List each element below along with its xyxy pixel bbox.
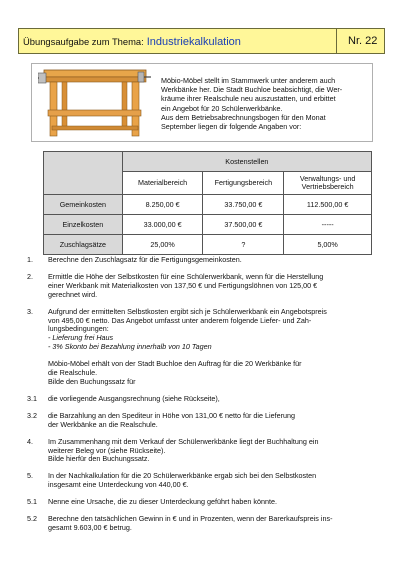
intro-line: ein Angebot für 20 Schülerwerkbänke. (161, 103, 283, 113)
row-label: Zuschlagsätze (44, 235, 123, 255)
task-list (27, 256, 377, 541)
task-condition: - 3% Skonto bei Bezahlung innerhalb von 10 Tagen (48, 342, 212, 352)
task-line: Möbio-Möbel erhält von der Stadt Buchloe den Auftrag für die 20 Werkbänke für (48, 359, 302, 369)
task-number: 3. (27, 306, 33, 316)
task-line: Berechne den Zuschlagsatz für die Fertigungsgemeinkosten. (48, 255, 242, 264)
table-cell: ----- (284, 215, 372, 235)
column-header: Verwaltungs- und Vertriebsbereich (284, 172, 372, 195)
task-line: gesamt 9.603,00 € betrug. (48, 522, 132, 532)
task-line: Aufgrund der ermittelten Selbstkosten ergibt sich je Schülerwerkbank ein Angebotspreis (48, 306, 327, 316)
task-number: 5.2 (27, 514, 37, 524)
task-item (27, 472, 377, 490)
header-divider (336, 29, 337, 53)
task-line: von 495,00 € netto. Das Angebot umfasst unter anderem folgende Liefer- und Zah- (48, 315, 312, 325)
task-line: gerechnet wird. (48, 289, 98, 299)
task-line: Berechne den tatsächlichen Gewinn in € und in Prozenten, wenn der Barerkaufspreis ins- (48, 514, 333, 524)
intro-line: September liegen dir folgende Angaben vor: (161, 122, 302, 132)
intro-line: Werkbänke her. Die Stadt Buchloe beabsichtigt, die Wer- (161, 85, 343, 95)
task-continuation (48, 360, 377, 387)
row-label: Einzelkosten (44, 215, 123, 235)
column-header: Fertigungsbereich (203, 172, 284, 195)
task-number: 3.1 (27, 393, 37, 403)
task-line: Bilde den Buchungssatz für (48, 376, 136, 386)
table-row (44, 235, 372, 255)
column-header: Materialbereich (122, 172, 203, 195)
table-corner-cell (44, 152, 123, 195)
cost-center-table (43, 151, 372, 255)
table-cell: 5,00% (284, 235, 372, 255)
task-item (27, 256, 377, 265)
task-condition: - Lieferung frei Haus (48, 333, 114, 343)
task-item (27, 395, 377, 404)
intro-line: Möbio-Möbel stellt im Stammwerk unter anderem auch (161, 76, 336, 85)
table-cell: 37.500,00 € (203, 215, 284, 235)
task-number: 5. (27, 471, 33, 481)
task-line: Bilde hierfür den Buchungssatz. (48, 454, 150, 464)
task-item (27, 412, 377, 430)
intro-text (161, 76, 371, 131)
task-line: die vorliegende Ausgangsrechnung (siehe Rückseite), (48, 393, 220, 403)
task-line: weiterer Beleg vor (siehe Rückseite). (48, 445, 166, 455)
task-number: 3.2 (27, 410, 37, 420)
row-label: Gemeinkosten (44, 195, 123, 215)
table-cell: 112.500,00 € (284, 195, 372, 215)
table-group-header: Kostenstellen (122, 152, 371, 172)
table-row (44, 195, 372, 215)
worksheet-header (18, 28, 385, 54)
table-cell: 33.750,00 € (203, 195, 284, 215)
task-item (27, 515, 377, 533)
task-line: der Werkbänke an die Realschule. (48, 419, 158, 429)
intro-line: kräume ihrer Realschule neu auszustatten, und erbittet (161, 94, 336, 104)
header-prefix: Übungsaufgabe zum Thema: (23, 36, 144, 47)
task-number: 2. (27, 271, 33, 281)
header-theme: Industriekalkulation (146, 36, 241, 48)
workbench-image (38, 66, 152, 138)
task-line: lungsbedingungen: (48, 324, 109, 334)
header-title (23, 36, 241, 48)
task-line: Nenne eine Ursache, die zu dieser Unterdeckung geführt haben könnte. (48, 497, 277, 507)
intro-line: Aus dem Betriebsabrechnungsbogen für den Monat (161, 112, 326, 122)
task-number: 5.1 (27, 497, 37, 507)
task-line: Im Zusammenhang mit dem Verkauf der Schülerwerkbänke liegt der Buchhaltung ein (48, 436, 319, 446)
task-number: 4. (27, 436, 33, 446)
task-item (27, 273, 377, 300)
table-cell: 33.000,00 € (122, 215, 203, 235)
task-line: In der Nachkalkulation für die 20 Schülerwerkbänke ergab sich bei den Selbstkosten (48, 471, 317, 481)
task-line: die Realschule. (48, 368, 98, 378)
table-cell: 25,00% (122, 235, 203, 255)
task-item (27, 498, 377, 507)
task-item (27, 438, 377, 465)
table-row (44, 215, 372, 235)
task-line: Ermittle die Höhe der Selbstkosten für eine Schülerwerkbank, wenn für die Herstellung (48, 271, 324, 281)
table-cell: 8.250,00 € (122, 195, 203, 215)
task-line: insgesamt eine Unterdeckung von 440,00 €. (48, 480, 189, 490)
task-item (27, 308, 377, 387)
worksheet-number: Nr. 22 (348, 35, 378, 47)
task-number: 1. (27, 255, 33, 264)
task-line: einer Werkbank mit Materialkosten von 137,50 € und Fertigungslöhnen von 125,00 € (48, 280, 318, 290)
table-cell: ? (203, 235, 284, 255)
task-line: die Barzahlung an den Spediteur in Höhe von 131,00 € netto für die Lieferung (48, 410, 295, 420)
